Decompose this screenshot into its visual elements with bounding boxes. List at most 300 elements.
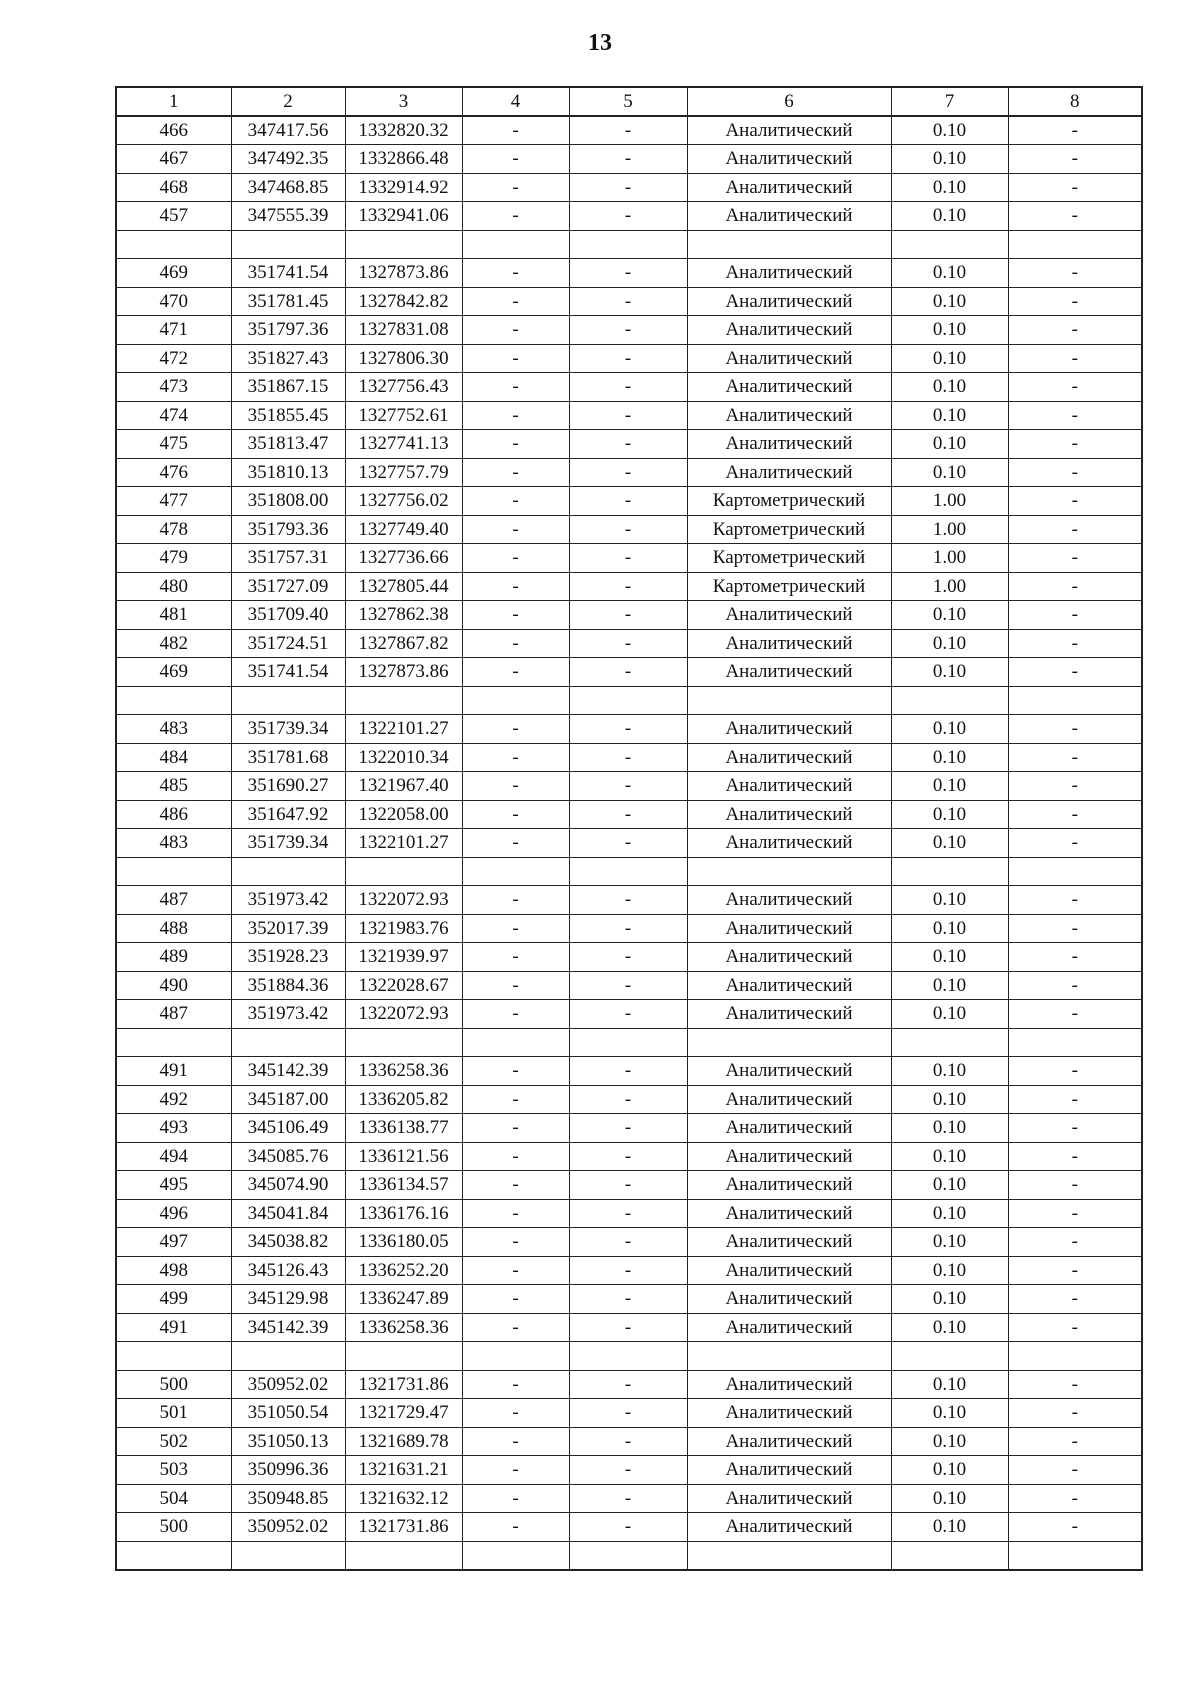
cell-col-4: - — [462, 1256, 569, 1285]
cell-col-7: 0.10 — [891, 1000, 1008, 1029]
table-row — [116, 601, 1142, 630]
cell-col-8: - — [1008, 971, 1142, 1000]
cell-col-8: - — [1008, 800, 1142, 829]
cell-col-5: - — [569, 601, 687, 630]
cell-col-7: 0.10 — [891, 373, 1008, 402]
cell-col-1: 487 — [116, 886, 231, 915]
cell-col-1: 503 — [116, 1456, 231, 1485]
cell-col-5: - — [569, 829, 687, 858]
cell-col-8: - — [1008, 601, 1142, 630]
cell-col-2: 345041.84 — [231, 1199, 345, 1228]
cell-col-7: 0.10 — [891, 1513, 1008, 1542]
cell-col-2: 350952.02 — [231, 1370, 345, 1399]
cell-col-2: 351050.54 — [231, 1399, 345, 1428]
cell-col-2: 345038.82 — [231, 1228, 345, 1257]
cell-col-7: 0.10 — [891, 1142, 1008, 1171]
cell-col-8: - — [1008, 1114, 1142, 1143]
cell-col-2: 347468.85 — [231, 173, 345, 202]
cell-col-2: 350996.36 — [231, 1456, 345, 1485]
cell-col-4: - — [462, 515, 569, 544]
cell-col-3: 1336121.56 — [345, 1142, 462, 1171]
column-header-2: 2 — [231, 87, 345, 116]
cell-col-8: - — [1008, 259, 1142, 288]
cell-col-5: - — [569, 943, 687, 972]
cell-col-7: 0.10 — [891, 173, 1008, 202]
cell-col-6: Аналитический — [687, 287, 891, 316]
cell-col-7: 0.10 — [891, 458, 1008, 487]
cell-col-8: - — [1008, 1085, 1142, 1114]
cell-col-1: 488 — [116, 914, 231, 943]
cell-col-5: - — [569, 487, 687, 516]
cell-col-5: - — [569, 259, 687, 288]
cell-col-7: 0.10 — [891, 1427, 1008, 1456]
cell-col-1: 486 — [116, 800, 231, 829]
table-row — [116, 743, 1142, 772]
cell-col-8: - — [1008, 886, 1142, 915]
cell-col-1: 504 — [116, 1484, 231, 1513]
cell-col-1: 483 — [116, 829, 231, 858]
cell-col-4: - — [462, 1171, 569, 1200]
cell-col-4: - — [462, 1484, 569, 1513]
cell-col-1: 472 — [116, 344, 231, 373]
cell-col-4: - — [462, 658, 569, 687]
cell-col-8: - — [1008, 1000, 1142, 1029]
cell-col-6: Картометрический — [687, 544, 891, 573]
cell-col-1: 493 — [116, 1114, 231, 1143]
cell-col-3 — [345, 857, 462, 886]
cell-col-8: - — [1008, 1199, 1142, 1228]
cell-col-8: - — [1008, 1456, 1142, 1485]
cell-col-5: - — [569, 1057, 687, 1086]
cell-col-2: 351867.15 — [231, 373, 345, 402]
cell-col-1: 481 — [116, 601, 231, 630]
cell-col-7: 0.10 — [891, 316, 1008, 345]
cell-col-8: - — [1008, 487, 1142, 516]
cell-col-6: Аналитический — [687, 1313, 891, 1342]
cell-col-8: - — [1008, 1228, 1142, 1257]
cell-col-3: 1332820.32 — [345, 116, 462, 145]
cell-col-5: - — [569, 316, 687, 345]
cell-col-3: 1321731.86 — [345, 1513, 462, 1542]
cell-col-5: - — [569, 1228, 687, 1257]
cell-col-2: 351647.92 — [231, 800, 345, 829]
cell-col-3: 1327741.13 — [345, 430, 462, 459]
table-row — [116, 316, 1142, 345]
cell-col-2: 351739.34 — [231, 829, 345, 858]
cell-col-1: 491 — [116, 1313, 231, 1342]
cell-col-4: - — [462, 287, 569, 316]
cell-col-3 — [345, 1342, 462, 1371]
cell-col-5: - — [569, 1370, 687, 1399]
cell-col-7: 0.10 — [891, 772, 1008, 801]
cell-col-8: - — [1008, 1142, 1142, 1171]
cell-col-2: 345106.49 — [231, 1114, 345, 1143]
cell-col-8: - — [1008, 1370, 1142, 1399]
table-row — [116, 1370, 1142, 1399]
cell-col-5: - — [569, 800, 687, 829]
cell-col-5: - — [569, 544, 687, 573]
cell-col-6: Аналитический — [687, 173, 891, 202]
cell-col-3: 1321689.78 — [345, 1427, 462, 1456]
cell-col-6 — [687, 857, 891, 886]
table-row — [116, 145, 1142, 174]
cell-col-4: - — [462, 401, 569, 430]
cell-col-3: 1321939.97 — [345, 943, 462, 972]
cell-col-1: 490 — [116, 971, 231, 1000]
cell-col-6 — [687, 1028, 891, 1057]
cell-col-3: 1336180.05 — [345, 1228, 462, 1257]
cell-col-5: - — [569, 515, 687, 544]
table-row — [116, 1484, 1142, 1513]
page-number: 13 — [588, 30, 612, 56]
cell-col-6 — [687, 1342, 891, 1371]
cell-col-1 — [116, 1541, 231, 1570]
cell-col-4: - — [462, 430, 569, 459]
table-row — [116, 1057, 1142, 1086]
cell-col-2: 351810.13 — [231, 458, 345, 487]
cell-col-4 — [462, 857, 569, 886]
cell-col-3: 1336247.89 — [345, 1285, 462, 1314]
cell-col-3: 1327842.82 — [345, 287, 462, 316]
cell-col-4: - — [462, 629, 569, 658]
cell-col-5: - — [569, 1000, 687, 1029]
cell-col-7: 0.10 — [891, 715, 1008, 744]
cell-col-7 — [891, 1541, 1008, 1570]
cell-col-6: Аналитический — [687, 914, 891, 943]
cell-col-1: 497 — [116, 1228, 231, 1257]
cell-col-7: 0.10 — [891, 1171, 1008, 1200]
cell-col-2: 351781.68 — [231, 743, 345, 772]
cell-col-5: - — [569, 914, 687, 943]
cell-col-6 — [687, 230, 891, 259]
cell-col-5: - — [569, 743, 687, 772]
cell-col-2: 350952.02 — [231, 1513, 345, 1542]
cell-col-6: Аналитический — [687, 1370, 891, 1399]
table-row — [116, 1114, 1142, 1143]
cell-col-7 — [891, 686, 1008, 715]
cell-col-4: - — [462, 1199, 569, 1228]
cell-col-6 — [687, 686, 891, 715]
cell-col-8: - — [1008, 287, 1142, 316]
cell-col-7: 0.10 — [891, 202, 1008, 231]
cell-col-3: 1322010.34 — [345, 743, 462, 772]
cell-col-3: 1336258.36 — [345, 1057, 462, 1086]
cell-col-4: - — [462, 943, 569, 972]
cell-col-5 — [569, 230, 687, 259]
cell-col-5: - — [569, 886, 687, 915]
cell-col-3: 1322101.27 — [345, 829, 462, 858]
cell-col-5: - — [569, 116, 687, 145]
cell-col-6: Аналитический — [687, 886, 891, 915]
cell-col-5 — [569, 857, 687, 886]
cell-col-3: 1321632.12 — [345, 1484, 462, 1513]
cell-col-6: Аналитический — [687, 829, 891, 858]
cell-col-2: 351690.27 — [231, 772, 345, 801]
cell-col-4 — [462, 686, 569, 715]
table-row — [116, 800, 1142, 829]
cell-col-3: 1327805.44 — [345, 572, 462, 601]
cell-col-6: Аналитический — [687, 316, 891, 345]
cell-col-5: - — [569, 1313, 687, 1342]
cell-col-1: 471 — [116, 316, 231, 345]
cell-col-2: 350948.85 — [231, 1484, 345, 1513]
cell-col-2 — [231, 1541, 345, 1570]
cell-col-7: 0.10 — [891, 401, 1008, 430]
cell-col-7: 0.10 — [891, 800, 1008, 829]
cell-col-8 — [1008, 1541, 1142, 1570]
cell-col-3: 1327862.38 — [345, 601, 462, 630]
table-row — [116, 1313, 1142, 1342]
cell-col-7: 0.10 — [891, 1199, 1008, 1228]
table-row — [116, 1085, 1142, 1114]
cell-col-1: 492 — [116, 1085, 231, 1114]
cell-col-7: 0.10 — [891, 116, 1008, 145]
separator-row — [116, 1028, 1142, 1057]
cell-col-6: Аналитический — [687, 715, 891, 744]
cell-col-5: - — [569, 1085, 687, 1114]
cell-col-1: 498 — [116, 1256, 231, 1285]
column-header-7: 7 — [891, 87, 1008, 116]
cell-col-2: 345085.76 — [231, 1142, 345, 1171]
column-header-1: 1 — [116, 87, 231, 116]
cell-col-8: - — [1008, 430, 1142, 459]
cell-col-4: - — [462, 715, 569, 744]
cell-col-6: Аналитический — [687, 1427, 891, 1456]
cell-col-3: 1327831.08 — [345, 316, 462, 345]
cell-col-1: 477 — [116, 487, 231, 516]
cell-col-8: - — [1008, 743, 1142, 772]
cell-col-6: Картометрический — [687, 515, 891, 544]
cell-col-8: - — [1008, 1399, 1142, 1428]
cell-col-7: 0.10 — [891, 1370, 1008, 1399]
cell-col-3: 1327749.40 — [345, 515, 462, 544]
cell-col-8: - — [1008, 572, 1142, 601]
cell-col-5: - — [569, 772, 687, 801]
cell-col-5: - — [569, 1285, 687, 1314]
table-row — [116, 1285, 1142, 1314]
cell-col-6: Аналитический — [687, 1199, 891, 1228]
table-row — [116, 287, 1142, 316]
table-row — [116, 914, 1142, 943]
cell-col-7: 0.10 — [891, 829, 1008, 858]
cell-col-5 — [569, 1541, 687, 1570]
cell-col-2: 345074.90 — [231, 1171, 345, 1200]
cell-col-7: 0.10 — [891, 287, 1008, 316]
cell-col-2: 351741.54 — [231, 658, 345, 687]
cell-col-8: - — [1008, 1256, 1142, 1285]
cell-col-2: 351709.40 — [231, 601, 345, 630]
cell-col-2: 351727.09 — [231, 572, 345, 601]
table-row — [116, 1427, 1142, 1456]
cell-col-1: 467 — [116, 145, 231, 174]
cell-col-4: - — [462, 1285, 569, 1314]
cell-col-6: Аналитический — [687, 1142, 891, 1171]
cell-col-7: 0.10 — [891, 601, 1008, 630]
cell-col-1: 470 — [116, 287, 231, 316]
cell-col-4: - — [462, 1228, 569, 1257]
cell-col-1: 496 — [116, 1199, 231, 1228]
cell-col-2: 351781.45 — [231, 287, 345, 316]
cell-col-8: - — [1008, 1313, 1142, 1342]
cell-col-7: 0.10 — [891, 1285, 1008, 1314]
cell-col-6: Аналитический — [687, 373, 891, 402]
cell-col-2: 351827.43 — [231, 344, 345, 373]
cell-col-4: - — [462, 202, 569, 231]
cell-col-3 — [345, 1028, 462, 1057]
table-row — [116, 1199, 1142, 1228]
table-row — [116, 458, 1142, 487]
cell-col-4: - — [462, 1313, 569, 1342]
cell-col-3: 1327867.82 — [345, 629, 462, 658]
coordinates-table — [115, 86, 1143, 1571]
table-row — [116, 971, 1142, 1000]
cell-col-5: - — [569, 145, 687, 174]
cell-col-3: 1321967.40 — [345, 772, 462, 801]
cell-col-7: 0.10 — [891, 1228, 1008, 1257]
cell-col-5: - — [569, 1142, 687, 1171]
cell-col-7: 0.10 — [891, 145, 1008, 174]
cell-col-5: - — [569, 401, 687, 430]
cell-col-7 — [891, 857, 1008, 886]
table-row — [116, 116, 1142, 145]
table-row — [116, 1142, 1142, 1171]
cell-col-3: 1321983.76 — [345, 914, 462, 943]
cell-col-4: - — [462, 344, 569, 373]
cell-col-3: 1322072.93 — [345, 886, 462, 915]
cell-col-7: 1.00 — [891, 515, 1008, 544]
cell-col-8: - — [1008, 544, 1142, 573]
cell-col-4: - — [462, 829, 569, 858]
cell-col-8 — [1008, 230, 1142, 259]
cell-col-4: - — [462, 914, 569, 943]
cell-col-4: - — [462, 971, 569, 1000]
cell-col-4: - — [462, 1399, 569, 1428]
cell-col-7: 0.10 — [891, 1057, 1008, 1086]
table-row — [116, 173, 1142, 202]
cell-col-6: Аналитический — [687, 743, 891, 772]
cell-col-3: 1322101.27 — [345, 715, 462, 744]
cell-col-2: 351928.23 — [231, 943, 345, 972]
cell-col-8: - — [1008, 173, 1142, 202]
cell-col-4: - — [462, 544, 569, 573]
cell-col-4 — [462, 230, 569, 259]
cell-col-3: 1321731.86 — [345, 1370, 462, 1399]
cell-col-8: - — [1008, 316, 1142, 345]
cell-col-8: - — [1008, 116, 1142, 145]
cell-col-3: 1322028.67 — [345, 971, 462, 1000]
cell-col-3: 1327806.30 — [345, 344, 462, 373]
cell-col-6: Аналитический — [687, 943, 891, 972]
cell-col-5: - — [569, 1256, 687, 1285]
cell-col-2: 345142.39 — [231, 1057, 345, 1086]
cell-col-3: 1336258.36 — [345, 1313, 462, 1342]
cell-col-2: 352017.39 — [231, 914, 345, 943]
cell-col-8: - — [1008, 629, 1142, 658]
cell-col-4: - — [462, 1370, 569, 1399]
cell-col-6: Аналитический — [687, 259, 891, 288]
cell-col-1: 483 — [116, 715, 231, 744]
cell-col-6: Аналитический — [687, 971, 891, 1000]
cell-col-2: 351050.13 — [231, 1427, 345, 1456]
cell-col-2: 351813.47 — [231, 430, 345, 459]
cell-col-5: - — [569, 173, 687, 202]
cell-col-3: 1336134.57 — [345, 1171, 462, 1200]
cell-col-2 — [231, 1342, 345, 1371]
cell-col-4: - — [462, 1142, 569, 1171]
cell-col-8: - — [1008, 1427, 1142, 1456]
cell-col-6: Аналитический — [687, 1256, 891, 1285]
cell-col-6: Аналитический — [687, 202, 891, 231]
cell-col-4 — [462, 1541, 569, 1570]
cell-col-2: 351797.36 — [231, 316, 345, 345]
cell-col-2: 351884.36 — [231, 971, 345, 1000]
cell-col-1: 457 — [116, 202, 231, 231]
cell-col-1 — [116, 230, 231, 259]
cell-col-1: 476 — [116, 458, 231, 487]
cell-col-5: - — [569, 1427, 687, 1456]
cell-col-2: 351808.00 — [231, 487, 345, 516]
cell-col-4: - — [462, 1085, 569, 1114]
header-row — [116, 87, 1142, 116]
cell-col-7: 1.00 — [891, 487, 1008, 516]
table-row — [116, 430, 1142, 459]
table-row — [116, 1000, 1142, 1029]
cell-col-7: 0.10 — [891, 1456, 1008, 1485]
table-row — [116, 1399, 1142, 1428]
column-header-4: 4 — [462, 87, 569, 116]
cell-col-4: - — [462, 487, 569, 516]
cell-col-1: 500 — [116, 1513, 231, 1542]
cell-col-3: 1336138.77 — [345, 1114, 462, 1143]
cell-col-1: 495 — [116, 1171, 231, 1200]
table-row — [116, 829, 1142, 858]
cell-col-6 — [687, 1541, 891, 1570]
cell-col-1: 468 — [116, 173, 231, 202]
cell-col-5: - — [569, 1456, 687, 1485]
cell-col-6: Аналитический — [687, 1085, 891, 1114]
cell-col-6: Аналитический — [687, 401, 891, 430]
table-row — [116, 259, 1142, 288]
table-row — [116, 202, 1142, 231]
cell-col-4: - — [462, 1114, 569, 1143]
cell-col-3: 1327756.02 — [345, 487, 462, 516]
cell-col-1 — [116, 857, 231, 886]
cell-col-4: - — [462, 173, 569, 202]
cell-col-6: Аналитический — [687, 458, 891, 487]
cell-col-5 — [569, 686, 687, 715]
table-row — [116, 1171, 1142, 1200]
cell-col-1: 485 — [116, 772, 231, 801]
cell-col-2: 345187.00 — [231, 1085, 345, 1114]
cell-col-1: 479 — [116, 544, 231, 573]
separator-row — [116, 1541, 1142, 1570]
cell-col-6: Аналитический — [687, 430, 891, 459]
cell-col-4: - — [462, 772, 569, 801]
cell-col-5: - — [569, 458, 687, 487]
cell-col-2: 345129.98 — [231, 1285, 345, 1314]
cell-col-7: 0.10 — [891, 658, 1008, 687]
cell-col-6: Аналитический — [687, 772, 891, 801]
table-row — [116, 1228, 1142, 1257]
cell-col-6: Аналитический — [687, 800, 891, 829]
cell-col-4: - — [462, 1513, 569, 1542]
cell-col-8: - — [1008, 202, 1142, 231]
cell-col-1: 473 — [116, 373, 231, 402]
cell-col-1 — [116, 1028, 231, 1057]
cell-col-2: 345126.43 — [231, 1256, 345, 1285]
cell-col-8: - — [1008, 373, 1142, 402]
cell-col-5: - — [569, 344, 687, 373]
